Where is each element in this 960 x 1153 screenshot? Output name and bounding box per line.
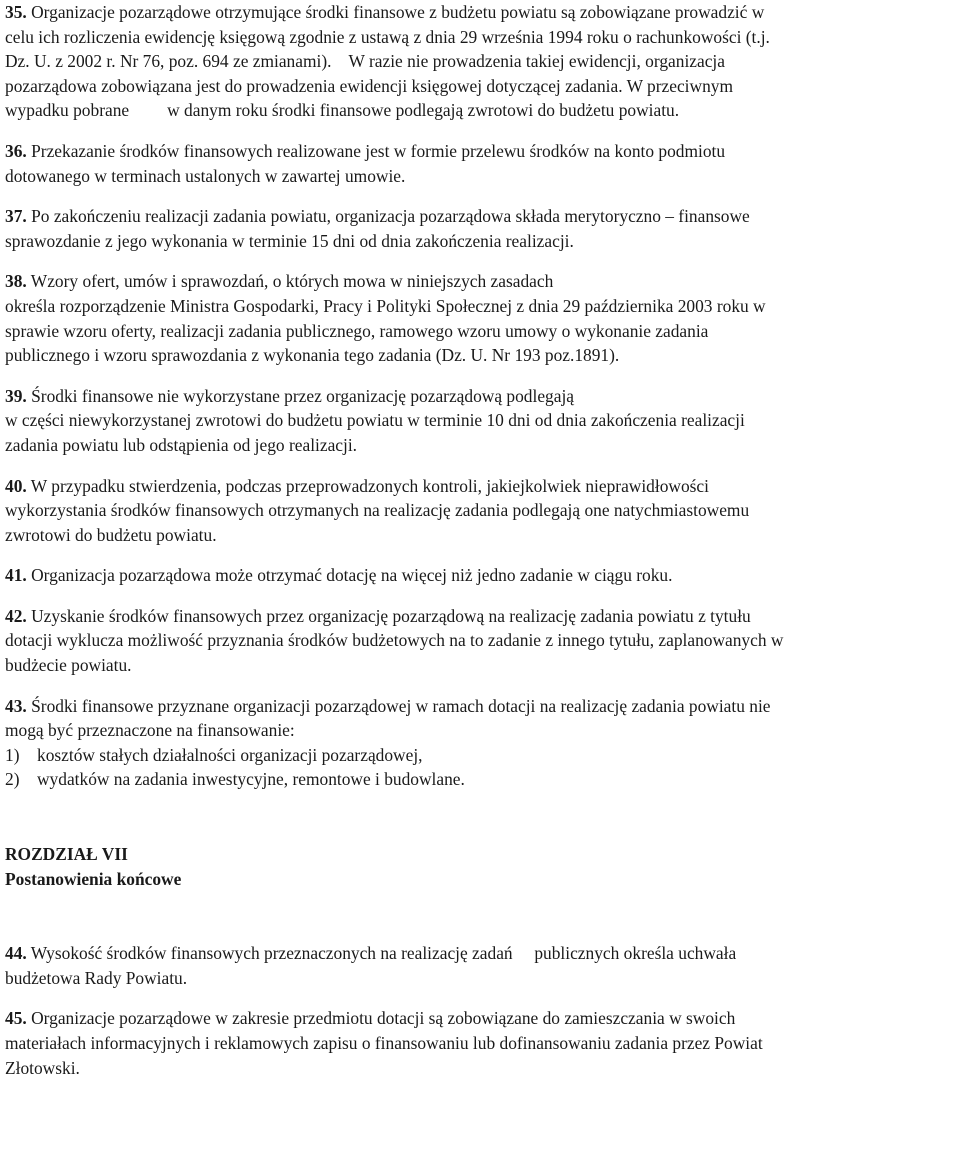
paragraph-line: wykorzystania środków finansowych otrzymanych na realizację zadania podlegają one natychmiastowemu bbox=[5, 500, 750, 521]
paragraph-41 bbox=[5, 563, 957, 588]
paragraph-line: sprawozdanie z jego wykonania w terminie 15 dni od dnia zakończenia realizacji. bbox=[5, 230, 574, 251]
list-item-text: kosztów stałych działalności organizacji pozarządowej, bbox=[37, 744, 423, 765]
paragraph-40 bbox=[5, 474, 957, 548]
paragraph-number: 43. bbox=[5, 695, 27, 716]
paragraph-line: budżetowa Rady Powiatu. bbox=[5, 967, 188, 988]
paragraph-line: Po zakończeniu realizacji zadania powiatu, organizacja pozarządowa składa merytoryczno – finansowe bbox=[31, 206, 750, 227]
paragraph-line: Organizacje pozarządowe otrzymujące środki finansowe z budżetu powiatu są zobowiązane prowadzić w bbox=[31, 2, 765, 22]
paragraph-line: Przekazanie środków finansowych realizowane jest w formie przelewu środków na konto podmiotu bbox=[31, 140, 726, 161]
paragraph-line: budżecie powiatu. bbox=[5, 655, 132, 676]
paragraph-number: 40. bbox=[5, 475, 27, 496]
paragraph-36 bbox=[5, 139, 957, 188]
paragraph-line: Uzyskanie środków finansowych przez organizację pozarządową na realizację zadania powiatu z tytułu bbox=[31, 605, 751, 626]
paragraph-number: 45. bbox=[5, 1008, 27, 1029]
paragraph-42 bbox=[5, 604, 957, 678]
paragraph-number: 35. bbox=[5, 2, 27, 22]
chapter-title: ROZDZIAŁ VII bbox=[5, 844, 128, 865]
paragraph-line: dotacji wyklucza możliwość przyznania środków budżetowych na to zadanie z innego tytułu, zaplanowanych w bbox=[5, 630, 784, 651]
paragraph-line: mogą być przeznaczone na finansowanie: bbox=[5, 720, 295, 741]
paragraph-line: Dz. U. z 2002 r. Nr 76, poz. 694 ze zmianami). W razie nie prowadzenia takiej ewidencji, organizacja bbox=[5, 51, 725, 72]
paragraph-39 bbox=[5, 384, 957, 458]
paragraph-number: 38. bbox=[5, 271, 27, 292]
list-item-text: wydatków na zadania inwestycyjne, remontowe i budowlane. bbox=[37, 769, 465, 790]
chapter-subtitle: Postanowienia końcowe bbox=[5, 868, 182, 889]
paragraph-line: określa rozporządzenie Ministra Gospodarki, Pracy i Polityki Społecznej z dnia 29 października 2003 roku w bbox=[5, 295, 766, 316]
paragraph-line: Środki finansowe nie wykorzystane przez organizację pozarządową podlegają bbox=[31, 385, 575, 406]
paragraph-line: Organizacja pozarządowa może otrzymać dotację na więcej niż jedno zadanie w ciągu roku. bbox=[31, 565, 673, 586]
paragraph-line: Organizacje pozarządowe w zakresie przedmiotu dotacji są zobowiązane do zamieszczania w swoich bbox=[31, 1008, 736, 1029]
paragraph-line: zwrotowi do budżetu powiatu. bbox=[5, 524, 217, 545]
paragraph-number: 44. bbox=[5, 943, 27, 964]
paragraph-line: sprawie wzoru oferty, realizacji zadania publicznego, ramowego wzoru umowy o wykonanie zadania bbox=[5, 320, 709, 341]
paragraph-line: W przypadku stwierdzenia, podczas przeprowadzonych kontroli, jakiejkolwiek nieprawidłowości bbox=[30, 475, 709, 496]
paragraph-line: Wysokość środków finansowych przeznaczonych na realizację zadań publicznych określa uchwała bbox=[30, 943, 737, 964]
paragraph-44 bbox=[5, 941, 957, 990]
paragraph-line: w danym roku środki finansowe podlegają zwrotowi do budżetu powiatu. bbox=[167, 100, 680, 121]
paragraph-line: Środki finansowe przyznane organizacji pozarządowej w ramach dotacji na realizację zadania powiatu nie bbox=[31, 695, 771, 716]
paragraph-37 bbox=[5, 204, 957, 253]
paragraph-line: w części niewykorzystanej zwrotowi do budżetu powiatu w terminie 10 dni od dnia zakończenia realizacji bbox=[5, 410, 745, 431]
paragraph-line: materiałach informacyjnych i reklamowych zapisu o finansowaniu lub dofinansowaniu zadania przez Powiat bbox=[5, 1033, 763, 1053]
paragraph-number: 37. bbox=[5, 206, 27, 227]
paragraph-line: Złotowski. bbox=[5, 1057, 80, 1078]
document-page bbox=[5, 0, 957, 1080]
paragraph-number: 39. bbox=[5, 385, 27, 406]
paragraph-line: wypadku pobrane bbox=[5, 100, 130, 121]
paragraph-line: publicznego i wzoru sprawozdania z wykonania tego zadania (Dz. U. Nr 193 poz.1891). bbox=[5, 345, 620, 366]
paragraph-number: 42. bbox=[5, 605, 27, 626]
list-marker: 2) bbox=[5, 769, 20, 790]
list-marker: 1) bbox=[5, 744, 20, 765]
paragraph-line: pozarządowa zobowiązana jest do prowadzenia ewidencji księgowej dotyczącej zadania. W przeciwnym bbox=[5, 75, 733, 96]
paragraph-line: Wzory ofert, umów i sprawozdań, o których mowa w niniejszych zasadach bbox=[30, 271, 554, 292]
paragraph-45 bbox=[5, 1006, 957, 1080]
paragraph-number: 41. bbox=[5, 565, 27, 586]
paragraph-line: zadania powiatu lub odstąpienia od jego realizacji. bbox=[5, 434, 358, 455]
list-item bbox=[5, 743, 957, 768]
paragraph-35 bbox=[5, 0, 957, 123]
paragraph-line: celu ich rozliczenia ewidencję księgową zgodnie z ustawą z dnia 29 września 1994 roku o rachunkowości (t.j. bbox=[5, 26, 770, 47]
paragraph-line: dotowanego w terminach ustalonych w zawartej umowie. bbox=[5, 165, 406, 186]
paragraph-number: 36. bbox=[5, 140, 27, 161]
paragraph-43 bbox=[5, 694, 957, 792]
paragraph-38 bbox=[5, 269, 957, 367]
list-item bbox=[5, 767, 957, 792]
